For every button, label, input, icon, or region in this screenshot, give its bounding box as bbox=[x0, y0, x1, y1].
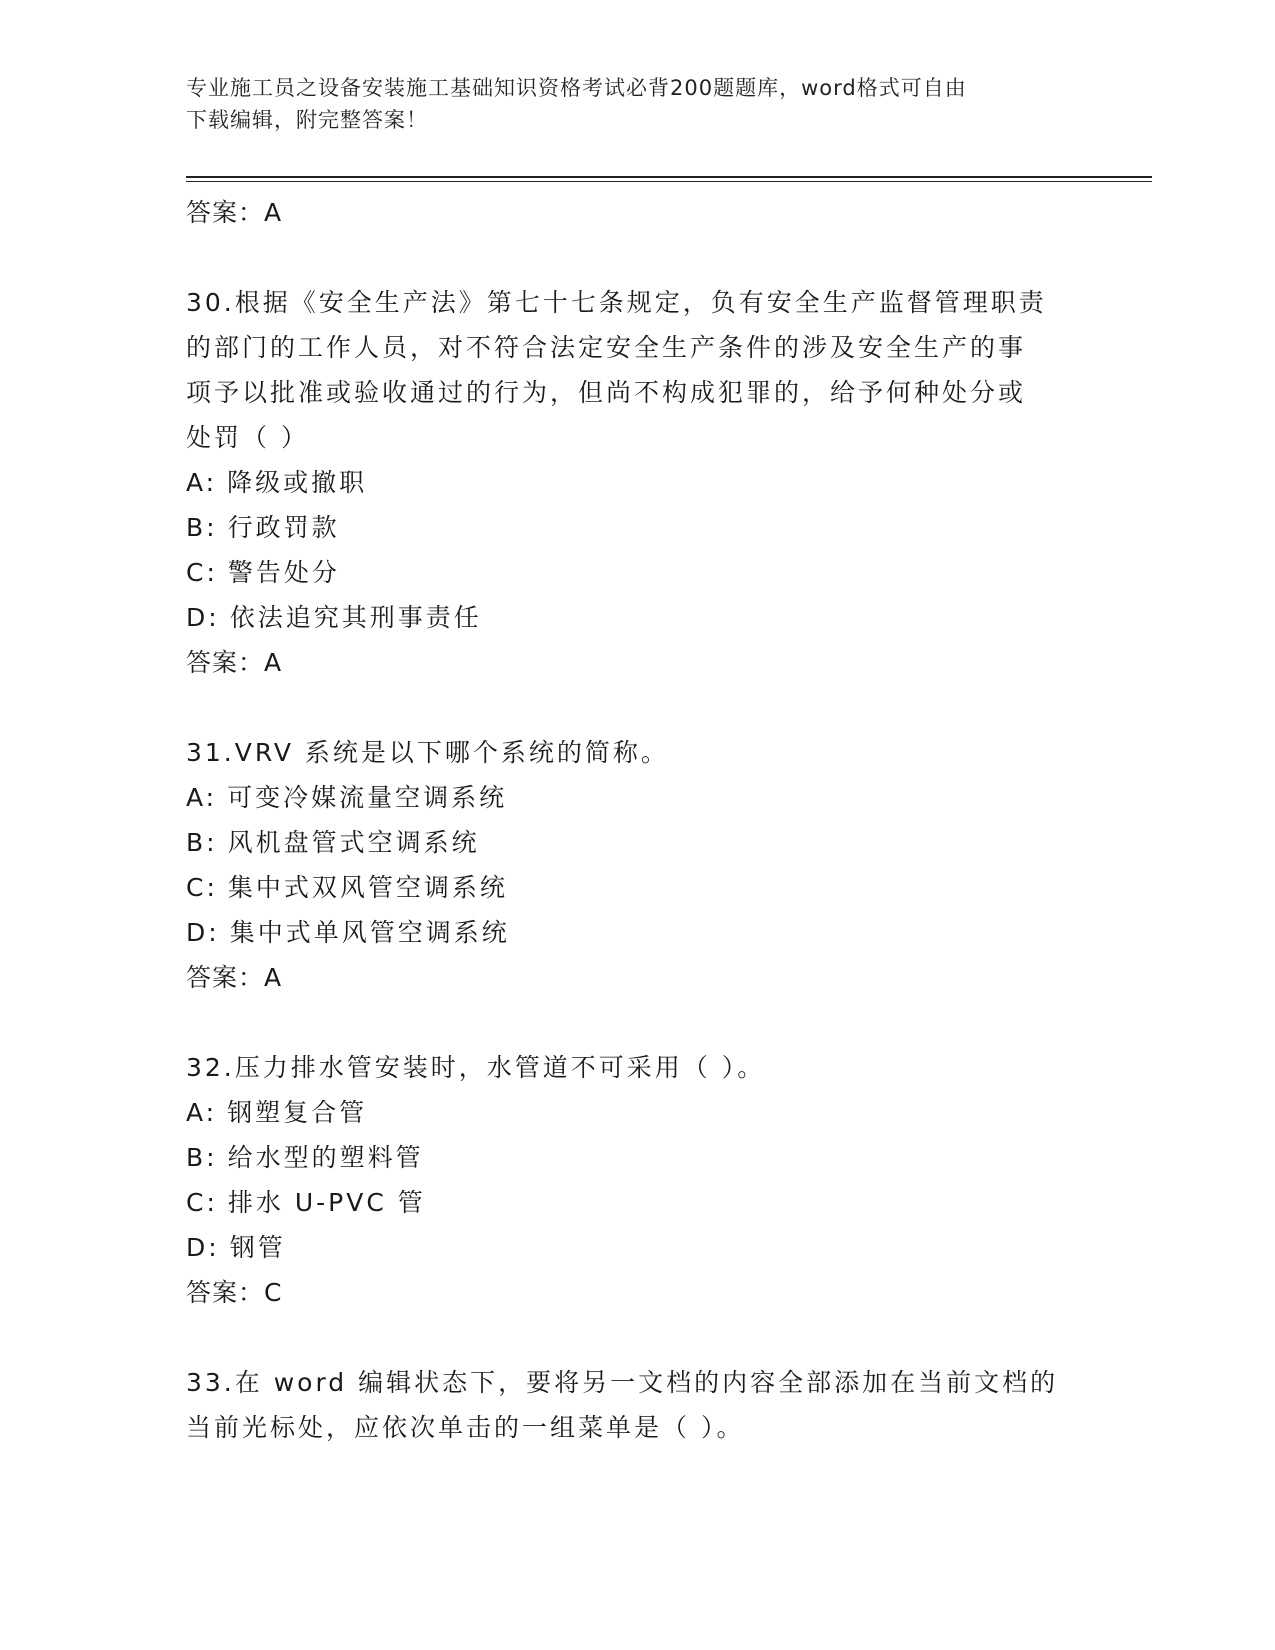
question-31 bbox=[186, 730, 1086, 1000]
option-d bbox=[186, 1225, 1086, 1270]
option-label: C: bbox=[186, 873, 218, 902]
option-text: 风机盘管式空调系统 bbox=[227, 828, 480, 857]
question-30 bbox=[186, 280, 1086, 685]
question-stem-line: 31.VRV 系统是以下哪个系统的简称。 bbox=[186, 738, 669, 767]
option-b bbox=[186, 1135, 1086, 1180]
option-label: A: bbox=[186, 783, 218, 812]
option-c bbox=[186, 550, 1086, 595]
spacer bbox=[186, 235, 1086, 280]
option-label: D: bbox=[186, 603, 220, 632]
question-32 bbox=[186, 1045, 1086, 1315]
option-label: B: bbox=[186, 1143, 218, 1172]
question-answer: 答案：A bbox=[186, 963, 283, 992]
option-text: 集中式单风管空调系统 bbox=[229, 918, 510, 947]
option-text: 钢塑复合管 bbox=[227, 1098, 368, 1127]
option-c bbox=[186, 865, 1086, 910]
question-stem-line: 项予以批准或验收通过的行为，但尚不构成犯罪的，给予何种处分或 bbox=[186, 378, 1027, 407]
option-a bbox=[186, 460, 1086, 505]
question-answer: 答案：C bbox=[186, 1278, 283, 1307]
option-a bbox=[186, 775, 1086, 820]
option-d bbox=[186, 595, 1086, 640]
option-d bbox=[186, 910, 1086, 955]
option-text: 警告处分 bbox=[227, 558, 340, 587]
option-label: D: bbox=[186, 918, 220, 947]
question-stem-line: 33.在 word 编辑状态下，要将另一文档的内容全部添加在当前文档的 bbox=[186, 1368, 1059, 1397]
header-line-2: 下载编辑，附完整答案！ bbox=[186, 108, 428, 132]
option-text: 依法追究其刑事责任 bbox=[229, 603, 482, 632]
option-label: A: bbox=[186, 1098, 218, 1127]
question-stem-line: 当前光标处，应依次单击的一组菜单是（ ）。 bbox=[186, 1413, 745, 1442]
document-body bbox=[186, 190, 1086, 1450]
option-text: 给水型的塑料管 bbox=[227, 1143, 424, 1172]
spacer bbox=[186, 1000, 1086, 1045]
header-rule-thin bbox=[186, 181, 1152, 182]
spacer bbox=[186, 1315, 1086, 1360]
option-text: 集中式双风管空调系统 bbox=[227, 873, 508, 902]
previous-answer: 答案：A bbox=[186, 198, 283, 227]
option-label: B: bbox=[186, 513, 218, 542]
option-label: C: bbox=[186, 558, 218, 587]
option-b bbox=[186, 820, 1086, 865]
option-label: C: bbox=[186, 1188, 218, 1217]
option-text: 排水 U-PVC 管 bbox=[227, 1188, 426, 1217]
option-a bbox=[186, 1090, 1086, 1135]
header-line-1: 专业施工员之设备安装施工基础知识资格考试必背200题题库，word格式可自由 bbox=[186, 76, 967, 100]
option-text: 降级或撤职 bbox=[227, 468, 368, 497]
option-label: D: bbox=[186, 1233, 220, 1262]
question-stem-line: 32.压力排水管安装时，水管道不可采用（ ）。 bbox=[186, 1053, 766, 1082]
option-c bbox=[186, 1180, 1086, 1225]
header-rule-thick bbox=[186, 176, 1152, 178]
option-b bbox=[186, 505, 1086, 550]
question-stem-line: 30.根据《安全生产法》第七十七条规定，负有安全生产监督管理职责 bbox=[186, 288, 1047, 317]
question-33 bbox=[186, 1360, 1086, 1450]
option-text: 行政罚款 bbox=[227, 513, 340, 542]
option-label: A: bbox=[186, 468, 218, 497]
question-stem-line: 的部门的工作人员，对不符合法定安全生产条件的涉及安全生产的事 bbox=[186, 333, 1027, 362]
question-answer: 答案：A bbox=[186, 648, 283, 677]
document-header bbox=[186, 72, 1066, 136]
option-text: 可变冷媒流量空调系统 bbox=[227, 783, 508, 812]
question-stem-line: 处罚（ ） bbox=[186, 423, 309, 452]
option-text: 钢管 bbox=[229, 1233, 286, 1262]
option-label: B: bbox=[186, 828, 218, 857]
spacer bbox=[186, 685, 1086, 730]
